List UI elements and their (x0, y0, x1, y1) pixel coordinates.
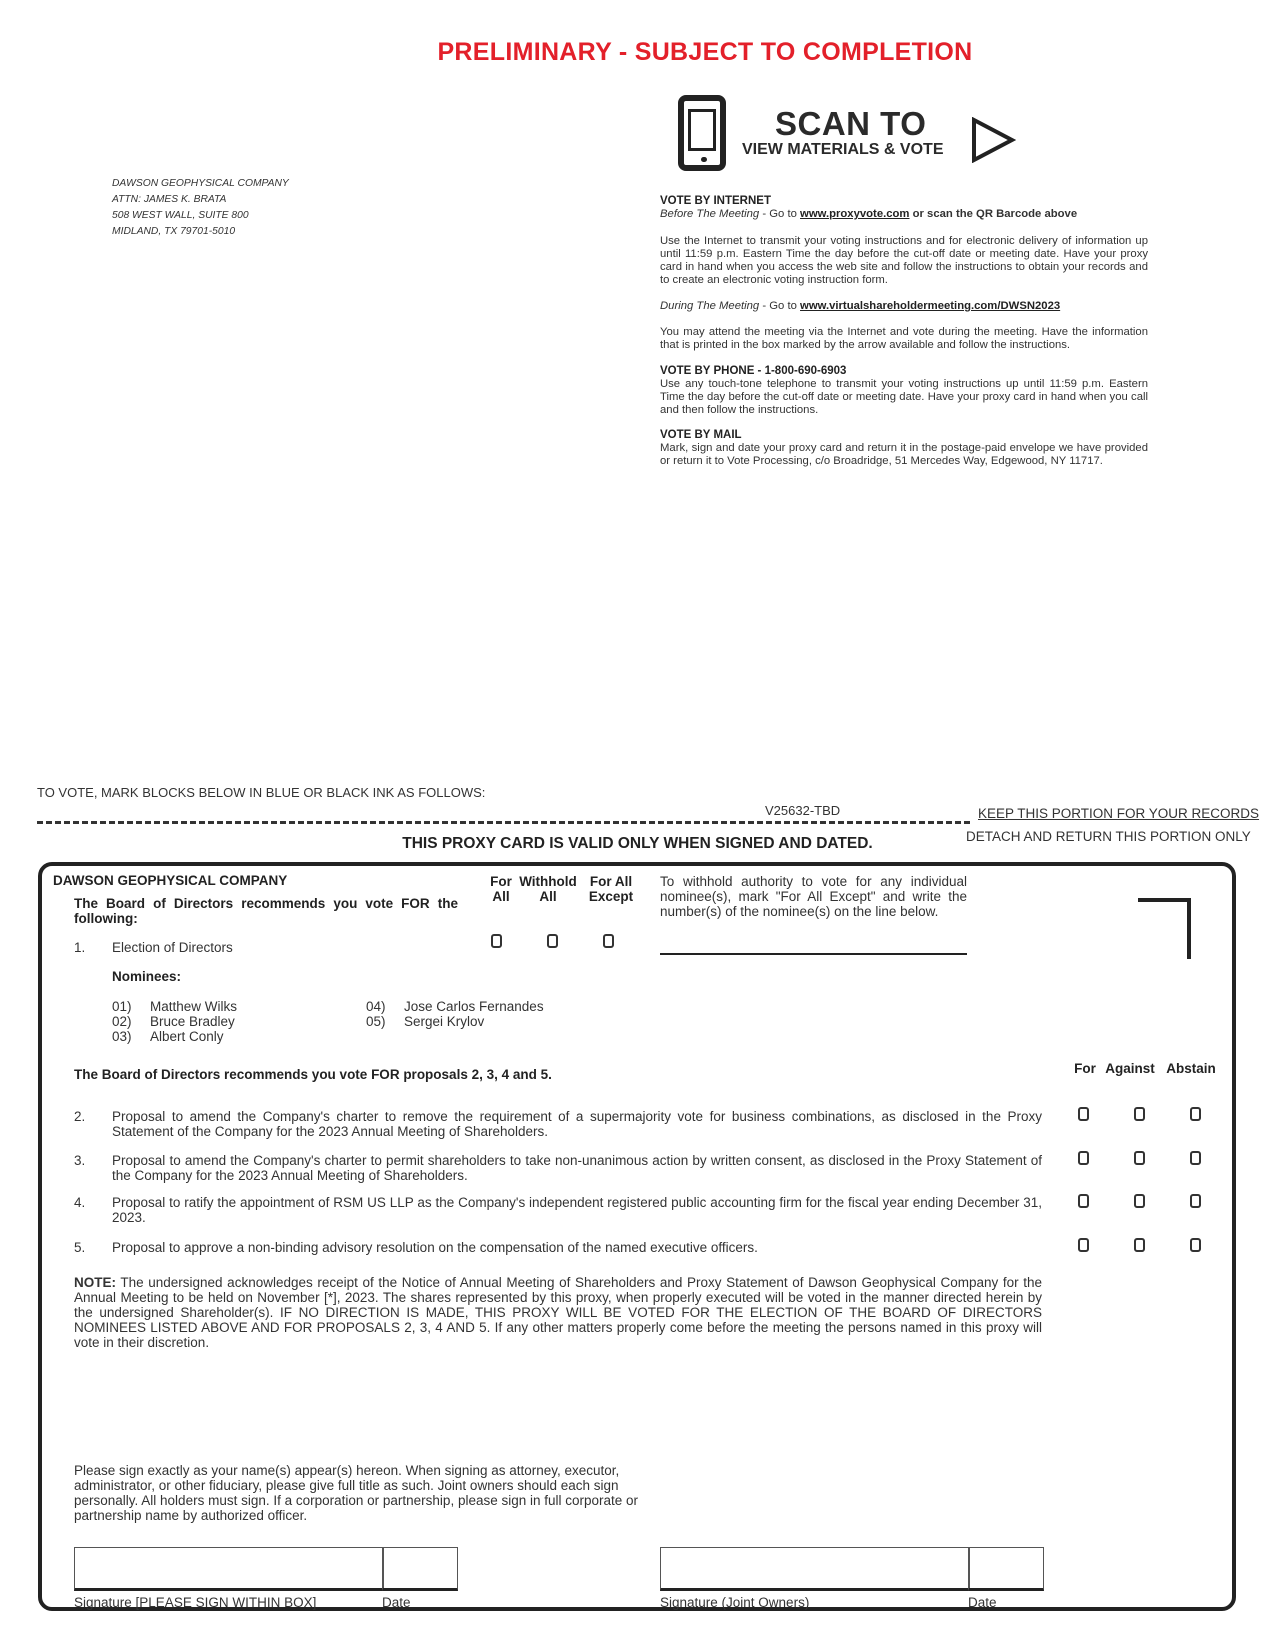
date-label: Date (382, 1595, 411, 1610)
col-for-all: For All (490, 874, 512, 904)
proposal-4-for-checkbox[interactable] (1078, 1194, 1089, 1208)
detach-line (37, 821, 970, 824)
proposal-5-against-checkbox[interactable] (1134, 1238, 1145, 1252)
list-item (366, 1014, 544, 1029)
col-withhold-all: Withhold All (519, 874, 577, 904)
nominee-name: Jose Carlos Fernandes (404, 999, 544, 1014)
proposal-number: 4. (74, 1195, 86, 1210)
proxyvote-link[interactable]: www.proxyvote.com (800, 208, 910, 220)
virtual-meeting-link[interactable]: www.virtualshareholdermeeting.com/DWSN2023 (800, 300, 1061, 312)
nominee-name: Albert Conly (150, 1029, 224, 1044)
proposal-number: 2. (74, 1109, 86, 1124)
mail-heading: VOTE BY MAIL (660, 429, 742, 441)
during-text: - Go to (759, 300, 801, 312)
list-item (112, 1014, 237, 1029)
proposal-number: 3. (74, 1153, 86, 1168)
nominee-number: 04) (366, 999, 386, 1014)
detach-portion-label: DETACH AND RETURN THIS PORTION ONLY (966, 829, 1251, 844)
note-label: NOTE: (74, 1275, 116, 1290)
phone-icon (678, 95, 726, 171)
joint-signature-label: Signature (Joint Owners) (660, 1595, 810, 1610)
before-suffix: or scan the QR Barcode above (909, 208, 1078, 220)
before-text: - Go to (759, 208, 801, 220)
nominee-list-right (366, 999, 544, 1029)
proposal-3-abstain-checkbox[interactable] (1190, 1151, 1201, 1165)
scan-title: SCAN TO (775, 105, 927, 142)
for-all-checkbox[interactable] (491, 934, 502, 948)
ink-instruction: TO VOTE, MARK BLOCKS BELOW IN BLUE OR BLACK INK AS FOLLOWS: (37, 785, 486, 800)
board-recommendation-1: The Board of Directors recommends you vote FOR the following: (74, 896, 458, 926)
nominee-name: Matthew Wilks (150, 999, 238, 1014)
col-for-all-except: For All Except (588, 874, 634, 904)
internet-body-text: Use the Internet to transmit your voting instructions and for electronic delivery of information up until 11:59 p.m. Eastern Time the day before the cut-off date or meeting date. Have your proxy card in hand when you access the web site and follow the instructions to obtain your records and to create an electronic voting instruction form. (660, 235, 1148, 286)
list-item (112, 1029, 237, 1044)
joint-date-box[interactable] (968, 1547, 1044, 1591)
signature-label: Signature [PLEASE SIGN WITHIN BOX] (74, 1595, 317, 1610)
return-address (112, 176, 289, 240)
sign-instructions: Please sign exactly as your name(s) appear(s) hereon. When signing as attorney, executor, administrator, or other fiduciary, please give full title as such. Joint owners should each sign personally. All holders must sign. If a corporation or partnership, please sign in full corporate or partnership name by authorized officer. (74, 1463, 639, 1523)
nominee-list-left (112, 999, 237, 1044)
note-text: The undersigned acknowledges receipt of the Notice of Annual Meeting of Shareholders and Proxy Statement of Dawson Geophysical Company for the Annual Meeting to be held on November [*], 2023. The shares represented by this proxy, when properly executed will be voted in the manner directed herein by the undersigned Shareholder(s). IF NO DIRECTION IS MADE, THIS PROXY WILL BE VOTED FOR THE ELECTION OF THE BOARD OF DIRECTORS NOMINEES LISTED ABOVE AND FOR PROPOSALS 2, 3, 4 AND 5. If any other matters properly come before the meeting the persons named in this proxy will vote in their discretion. (74, 1275, 1042, 1350)
col-against: Against (1105, 1061, 1155, 1076)
proposal-3-against-checkbox[interactable] (1134, 1151, 1145, 1165)
phone-heading: VOTE BY PHONE - 1-800-690-6903 (660, 365, 847, 377)
list-item (112, 999, 237, 1014)
address-line: MIDLAND, TX 79701-5010 (112, 226, 236, 237)
proposal-2-for-checkbox[interactable] (1078, 1107, 1089, 1121)
address-line: DAWSON GEOPHYSICAL COMPANY (112, 178, 289, 189)
during-body (660, 326, 1148, 352)
nominee-name: Bruce Bradley (150, 1014, 235, 1029)
phone-body: Use any touch-tone telephone to transmit your voting instructions up until 11:59 p.m. Eastern Time the day before the cut-off date or meeting date. Have your proxy card in hand when you call and then follow the instructions. (660, 378, 1148, 416)
item-number: 1. (74, 940, 86, 955)
joint-date-label: Date (968, 1595, 997, 1610)
list-item (366, 999, 544, 1014)
nominee-number: 01) (112, 999, 132, 1014)
date-box[interactable] (382, 1547, 458, 1591)
proposal-4-against-checkbox[interactable] (1134, 1194, 1145, 1208)
nominee-name: Sergei Krylov (404, 1014, 485, 1029)
withhold-all-checkbox[interactable] (547, 934, 558, 948)
before-meeting-label: Before The Meeting (660, 208, 760, 220)
nominee-number-line[interactable] (660, 953, 967, 955)
during-meeting (660, 300, 1148, 313)
for-all-except-checkbox[interactable] (603, 934, 614, 948)
form-code: V25632-TBD (765, 803, 841, 818)
nominee-number: 02) (112, 1014, 132, 1029)
company-name: DAWSON GEOPHYSICAL COMPANY (53, 873, 288, 888)
proposal-text: Proposal to approve a non-binding advisory resolution on the compensation of the named executive officers. (112, 1240, 758, 1255)
address-line: 508 WEST WALL, SUITE 800 (112, 210, 249, 221)
proposal-5-for-checkbox[interactable] (1078, 1238, 1089, 1252)
vote-by-phone-section (660, 365, 1148, 417)
nominees-label: Nominees: (112, 969, 182, 984)
preliminary-banner: PRELIMINARY - SUBJECT TO COMPLETION (437, 38, 973, 66)
play-arrow-icon (970, 117, 1016, 163)
col-abstain: Abstain (1166, 1061, 1216, 1076)
nominee-number: 03) (112, 1029, 132, 1044)
proposal-3-for-checkbox[interactable] (1078, 1151, 1089, 1165)
vote-by-internet-section (660, 195, 1148, 221)
scan-subtitle: VIEW MATERIALS & VOTE (742, 141, 944, 158)
election-label: Election of Directors (112, 940, 233, 955)
note-paragraph (74, 1275, 1042, 1350)
col-for: For (1074, 1061, 1096, 1076)
joint-signature-box[interactable] (660, 1547, 970, 1591)
internet-heading: VOTE BY INTERNET (660, 195, 771, 207)
proposal-2-against-checkbox[interactable] (1134, 1107, 1145, 1121)
proposal-text: Proposal to amend the Company's charter to permit shareholders to take non-unanimous action by written consent, as disclosed in the Proxy Statement of the Company for the 2023 Annual Meeting of Shareholders. (112, 1153, 1042, 1183)
proposal-2-abstain-checkbox[interactable] (1190, 1107, 1201, 1121)
keep-portion-label: KEEP THIS PORTION FOR YOUR RECORDS (978, 806, 1260, 821)
address-line: ATTN: JAMES K. BRATA (112, 194, 227, 205)
proposal-number: 5. (74, 1240, 86, 1255)
nominee-number: 05) (366, 1014, 386, 1029)
withhold-instructions: To withhold authority to vote for any individual nominee(s), mark "For All Except" and write the number(s) of the nominee(s) on the line below. (660, 874, 967, 919)
signature-box[interactable] (74, 1547, 384, 1591)
vote-by-mail-section (660, 429, 1148, 468)
valid-notice: THIS PROXY CARD IS VALID ONLY WHEN SIGNED AND DATED. (402, 835, 873, 852)
proposal-text: Proposal to ratify the appointment of RSM US LLP as the Company's independent registered public accounting firm for the fiscal year ending December 31, 2023. (112, 1195, 1042, 1225)
mail-body: Mark, sign and date your proxy card and return it in the postage-paid envelope we have provided or return it to Vote Processing, c/o Broadridge, 51 Mercedes Way, Edgewood, NY 11717. (660, 442, 1148, 467)
corner-mark (1138, 898, 1191, 959)
proposal-text: Proposal to amend the Company's charter to remove the requirement of a supermajority vote for business combinations, as disclosed in the Proxy Statement of the Company for the 2023 Annual Meeting of Shareholders. (112, 1109, 1042, 1139)
during-meeting-label: During The Meeting (660, 300, 760, 312)
internet-body (660, 235, 1148, 287)
proposal-4-abstain-checkbox[interactable] (1190, 1194, 1201, 1208)
during-body-text: You may attend the meeting via the Internet and vote during the meeting. Have the information that is printed in the box marked by the arrow available and follow the instructions. (660, 326, 1148, 351)
board-recommendation-2: The Board of Directors recommends you vote FOR proposals 2, 3, 4 and 5. (74, 1067, 552, 1082)
proposal-5-abstain-checkbox[interactable] (1190, 1238, 1201, 1252)
